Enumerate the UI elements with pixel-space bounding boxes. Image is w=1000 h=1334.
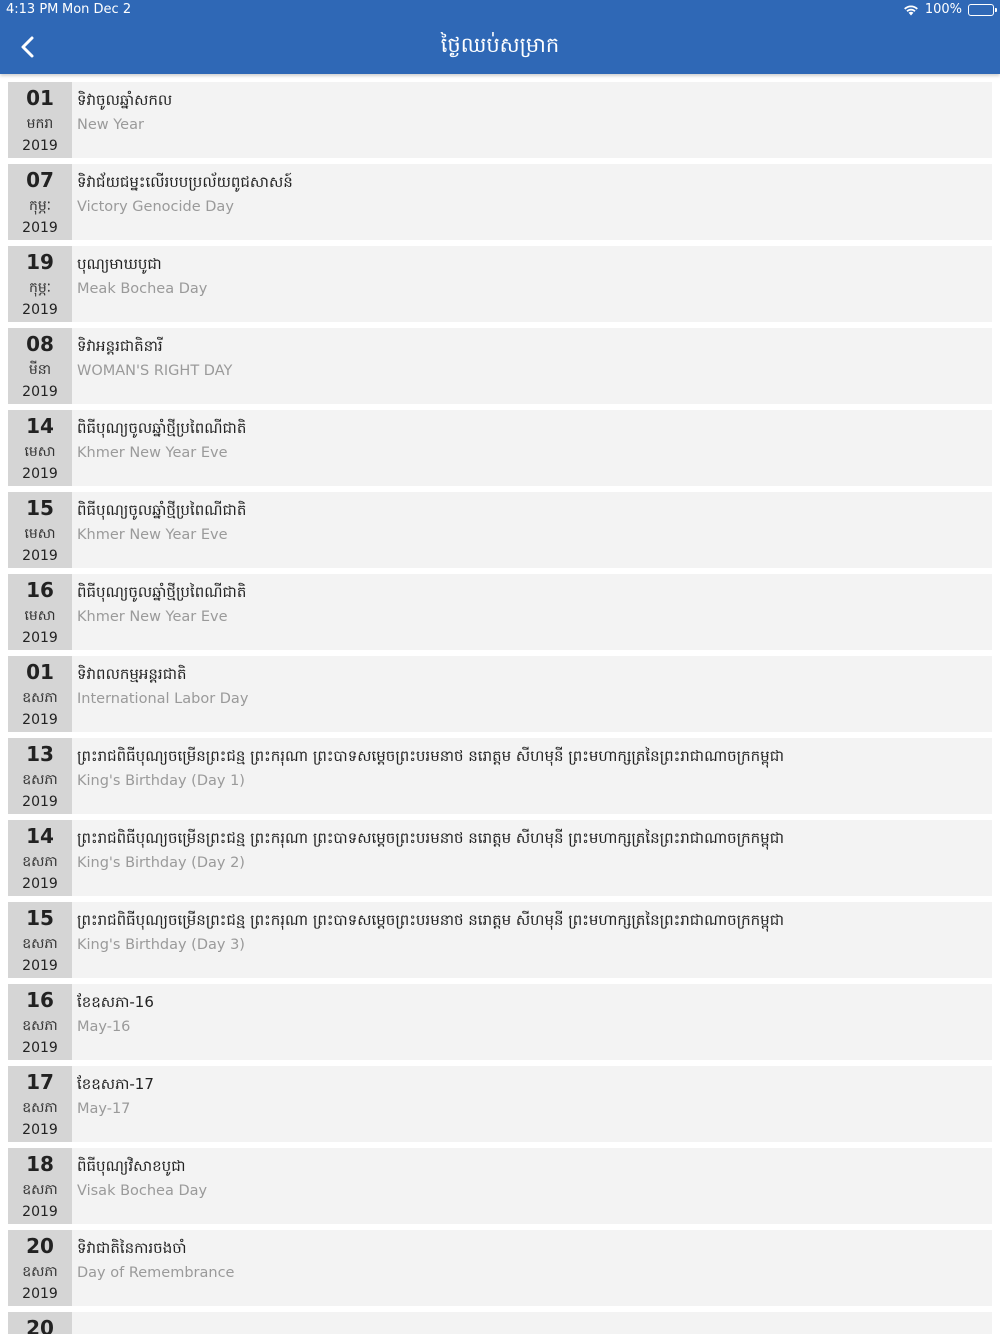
holiday-texts [72,738,784,814]
holiday-name-khmer: ព្រះរាជពិធីបុណ្យចម្រើនព្រះជន្ម ព្រះករុណា ព្រះបាទសម្តេចព្រះបរមនាថ នរោត្តម សីហមុនី ព្រះមហាក្សត្រនៃព្រះរាជាណាចក្រកម្ពុជា [77,829,784,847]
holiday-texts [72,328,232,404]
year: 2019 [22,384,58,400]
list-item[interactable] [8,820,992,896]
month-name: ឧសភា [22,1181,58,1198]
day-number: 16 [26,578,54,602]
day-number: 19 [26,250,54,274]
day-number: 14 [26,414,54,438]
month-name: ឧសភា [22,689,58,706]
list-item[interactable] [8,410,992,486]
date-box [8,410,72,486]
day-number: 18 [26,1152,54,1176]
year: 2019 [22,876,58,892]
holiday-list[interactable] [0,74,1000,1334]
date-box [8,1148,72,1224]
date-box [8,984,72,1060]
holiday-texts [72,902,784,978]
month-name: មករា [26,115,54,132]
date-box [8,902,72,978]
holiday-name-khmer: ពិធីបុណ្យវិសាខបូជា [77,1157,186,1175]
month-name: ឧសភា [22,853,58,870]
month-name: ឧសភា [22,935,58,952]
month-name: មេសា [24,607,56,624]
holiday-name-english: King's Birthday (Day 1) [77,773,245,789]
holiday-name-khmer: ព្រះរាជពិធីបុណ្យចម្រើនព្រះជន្ម ព្រះករុណា ព្រះបាទសម្តេចព្រះបរមនាថ នរោត្តម សីហមុនី ព្រះមហាក្សត្រនៃព្រះរាជាណាចក្រកម្ពុជា [77,747,784,765]
holiday-name-khmer: ទិវាចូលឆ្នាំសកល [77,91,173,109]
holiday-name-english: May-17 [77,1101,131,1117]
day-number: 13 [26,742,54,766]
holiday-texts [72,1148,207,1224]
day-number: 17 [26,1070,54,1094]
holiday-texts [72,410,246,486]
page-title: ថ្ងៃឈប់សម្រាក [440,33,560,57]
navigation-bar [0,0,1000,74]
day-number: 14 [26,824,54,848]
list-item[interactable] [8,82,992,158]
year: 2019 [22,220,58,236]
date-box [8,82,72,158]
date-box [8,820,72,896]
date-box [8,1066,72,1142]
holiday-name-english: WOMAN'S RIGHT DAY [77,363,233,379]
date-box [8,656,72,732]
date-box [8,492,72,568]
list-item[interactable] [8,574,992,650]
holiday-name-english: Khmer New Year Eve [77,445,228,461]
day-number: 15 [26,496,54,520]
day-number: 08 [26,332,54,356]
year: 2019 [22,548,58,564]
month-name: កុម្ភៈ [28,197,52,214]
month-name: ឧសភា [22,1099,58,1116]
year: 2019 [22,1286,58,1302]
holiday-texts [72,164,293,240]
holiday-name-english: New Year [77,117,144,133]
list-item[interactable] [8,902,992,978]
holiday-texts [72,656,248,732]
holiday-name-khmer: ពិធីបុណ្យចូលឆ្នាំថ្មីប្រពៃណីជាតិ [77,419,247,437]
back-button[interactable] [14,32,44,62]
day-number: 01 [26,660,54,684]
holiday-name-english: May-16 [77,1019,131,1035]
month-name: ឧសភា [22,771,58,788]
year: 2019 [22,958,58,974]
holiday-texts [72,1312,77,1334]
holiday-name-english: Victory Genocide Day [77,199,234,215]
year: 2019 [22,1040,58,1056]
date-box [8,1312,72,1334]
holiday-name-english: Day of Remembrance [77,1265,235,1281]
list-item[interactable] [8,1230,992,1306]
holiday-texts [72,82,172,158]
holiday-texts [72,246,207,322]
status-bar [0,0,1000,20]
year: 2019 [22,138,58,154]
holiday-name-khmer: ទិវាជ័យជម្នះលើរបបប្រល័យពូជសាសន៍ [77,173,293,191]
year: 2019 [22,1204,58,1220]
holiday-texts [72,820,784,896]
holiday-name-english: Khmer New Year Eve [77,527,228,543]
month-name: មីនា [28,361,52,378]
battery-icon [968,4,994,16]
year: 2019 [22,1122,58,1138]
day-number: 07 [26,168,54,192]
list-item[interactable] [8,328,992,404]
date-box [8,1230,72,1306]
year: 2019 [22,302,58,318]
holiday-texts [72,1230,234,1306]
holiday-name-khmer: បុណ្យមាឃបូជា [77,255,162,273]
holiday-name-english: King's Birthday (Day 2) [77,855,245,871]
list-item[interactable] [8,1066,992,1142]
holiday-name-khmer: ទិវាពលកម្មអន្តរជាតិ [77,665,187,683]
list-item[interactable] [8,656,992,732]
month-name: មេសា [24,443,56,460]
date-box [8,574,72,650]
holiday-name-khmer: ខែឧសភា-16 [77,993,154,1011]
date-box [8,738,72,814]
list-item[interactable] [8,246,992,322]
holiday-texts [72,1066,154,1142]
holiday-name-khmer: ព្រះរាជពិធីបុណ្យចម្រើនព្រះជន្ម ព្រះករុណា ព្រះបាទសម្តេចព្រះបរមនាថ នរោត្តម សីហមុនី ព្រះមហាក្សត្រនៃព្រះរាជាណាចក្រកម្ពុជា [77,911,784,929]
holiday-name-khmer: ខែឧសភា-17 [77,1075,154,1093]
holiday-name-khmer: ទិវាអន្តរជាតិនារី [77,337,163,355]
month-name: មេសា [24,525,56,542]
chevron-left-icon [14,32,44,62]
date-box [8,328,72,404]
date-box [8,164,72,240]
holiday-name-english: International Labor Day [77,691,249,707]
day-number: 16 [26,988,54,1012]
holiday-name-english: Visak Bochea Day [77,1183,208,1199]
holiday-texts [72,984,154,1060]
wifi-icon [903,4,919,16]
status-indicators [903,2,994,17]
holiday-name-khmer: ទិវាជាតិនៃការចងចាំ [77,1239,187,1257]
holiday-name-khmer: ពិធីបុណ្យចូលឆ្នាំថ្មីប្រពៃណីជាតិ [77,501,247,519]
holiday-name-english: Meak Bochea Day [77,281,208,297]
list-item[interactable] [8,738,992,814]
holiday-name-english: King's Birthday (Day 3) [77,937,245,953]
month-name: ឧសភា [22,1263,58,1280]
month-name: ឧសភា [22,1017,58,1034]
holiday-name-khmer: ពិធីបុណ្យចូលឆ្នាំថ្មីប្រពៃណីជាតិ [77,583,247,601]
list-item[interactable] [8,1148,992,1224]
list-item[interactable] [8,1312,992,1334]
day-number: 20 [26,1316,54,1334]
list-item[interactable] [8,984,992,1060]
year: 2019 [22,712,58,728]
status-time: 4:13 PM [6,2,59,17]
status-date: Mon Dec 2 [62,2,132,17]
month-name: កុម្ភៈ [28,279,52,296]
year: 2019 [22,794,58,810]
day-number: 15 [26,906,54,930]
list-item[interactable] [8,164,992,240]
list-item[interactable] [8,492,992,568]
battery-percent: 100% [924,2,962,17]
year: 2019 [22,466,58,482]
date-box [8,246,72,322]
day-number: 01 [26,86,54,110]
holiday-texts [72,574,246,650]
holiday-name-english: Khmer New Year Eve [77,609,228,625]
year: 2019 [22,630,58,646]
holiday-texts [72,492,246,568]
day-number: 20 [26,1234,54,1258]
